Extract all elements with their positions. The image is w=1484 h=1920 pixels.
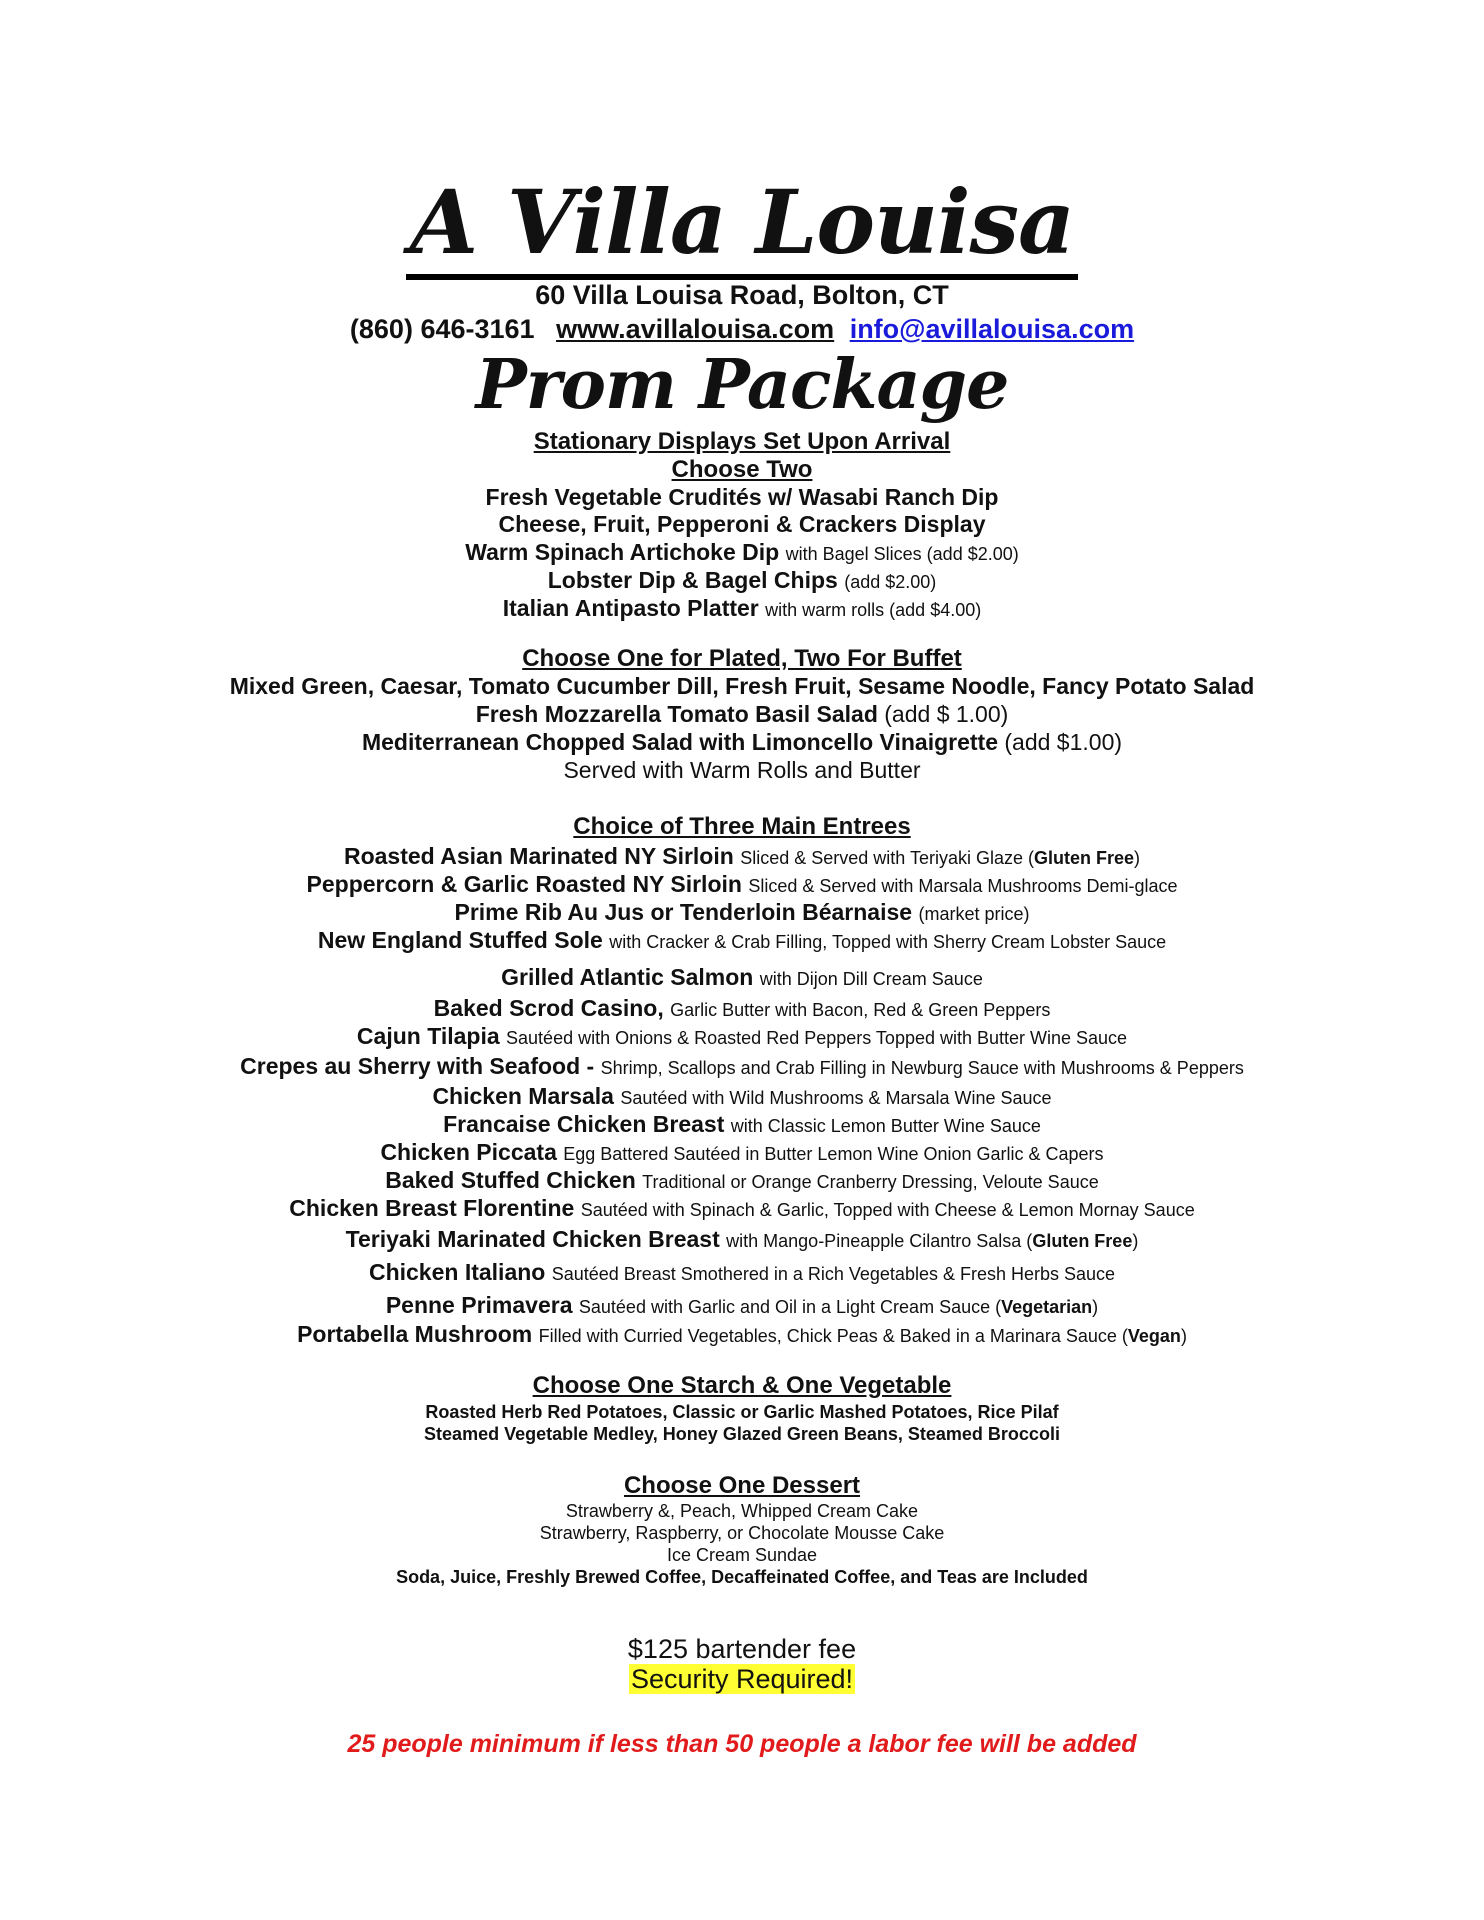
dessert-heading: Choose One Dessert bbox=[623, 1472, 861, 1499]
salad-served-note: Served with Warm Rolls and Butter bbox=[563, 757, 921, 783]
entree-item: Portabella Mushroom Filled with Curried Vegetables, Chick Peas & Baked in a Marinara Sauce (Vegan) bbox=[297, 1321, 1187, 1347]
stationary-item: Cheese, Fruit, Pepperoni & Crackers Display bbox=[498, 511, 986, 537]
entree-item: Baked Stuffed Chicken Traditional or Orange Cranberry Dressing, Veloute Sauce bbox=[385, 1167, 1099, 1193]
entree-item: Crepes au Sherry with Seafood - Shrimp, Scallops and Crab Filling in Newburg Sauce with Mushrooms & Peppers bbox=[240, 1053, 1244, 1079]
stationary-heading: Stationary Displays Set Upon Arrival bbox=[533, 428, 951, 455]
entree-item: Cajun Tilapia Sautéed with Onions & Roasted Red Peppers Topped with Butter Wine Sauce bbox=[356, 1023, 1128, 1049]
sides-vegetables: Steamed Vegetable Medley, Honey Glazed Green Beans, Steamed Broccoli bbox=[424, 1424, 1060, 1444]
stationary-item: Warm Spinach Artichoke Dip with Bagel Slices (add $2.00) bbox=[465, 539, 1019, 565]
email-link[interactable]: info@avillalouisa.com bbox=[849, 314, 1135, 344]
dessert-option: Ice Cream Sundae bbox=[666, 1545, 818, 1565]
entree-item: Grilled Atlantic Salmon with Dijon Dill Cream Sauce bbox=[501, 964, 983, 990]
sides-starches: Roasted Herb Red Potatoes, Classic or Garlic Mashed Potatoes, Rice Pilaf bbox=[425, 1402, 1059, 1422]
entree-item: Roasted Asian Marinated NY Sirloin Sliced & Served with Teriyaki Glaze (Gluten Free) bbox=[343, 843, 1141, 869]
entree-item: Francaise Chicken Breast with Classic Lemon Butter Wine Sauce bbox=[443, 1111, 1041, 1137]
entree-item: Teriyaki Marinated Chicken Breast with Mango-Pineapple Cilantro Salsa (Gluten Free) bbox=[345, 1226, 1139, 1252]
salad-premium-1: Fresh Mozzarella Tomato Basil Salad (add $ 1.00) bbox=[475, 701, 1009, 727]
stationary-item: Lobster Dip & Bagel Chips (add $2.00) bbox=[547, 567, 937, 593]
sides-heading: Choose One Starch & One Vegetable bbox=[532, 1372, 952, 1399]
entree-item: Penne Primavera Sautéed with Garlic and Oil in a Light Cream Sauce (Vegetarian) bbox=[385, 1292, 1099, 1318]
salad-premium-2: Mediterranean Chopped Salad with Limoncello Vinaigrette (add $1.00) bbox=[361, 729, 1123, 755]
website-link[interactable]: www.avillalouisa.com bbox=[556, 314, 835, 344]
stationary-item: Italian Antipasto Platter with warm rolls (add $4.00) bbox=[502, 595, 982, 621]
security-note: Security Required! bbox=[630, 1664, 854, 1694]
venue-title: A Villa Louisa bbox=[0, 172, 1484, 272]
entree-heading: Choice of Three Main Entrees bbox=[573, 813, 911, 840]
phone-number: (860) 646-3161 bbox=[349, 314, 535, 344]
entree-item: Chicken Breast Florentine Sautéed with Spinach & Garlic, Topped with Cheese & Lemon Mornay Sauce bbox=[289, 1195, 1195, 1221]
salad-options: Mixed Green, Caesar, Tomato Cucumber Dill, Fresh Fruit, Sesame Noodle, Fancy Potato Salad bbox=[229, 673, 1255, 699]
dessert-option: Strawberry &, Peach, Whipped Cream Cake bbox=[565, 1501, 919, 1521]
beverages-note: Soda, Juice, Freshly Brewed Coffee, Decaffeinated Coffee, and Teas are Included bbox=[396, 1567, 1088, 1587]
salad-heading: Choose One for Plated, Two For Buffet bbox=[522, 645, 962, 672]
entree-item: New England Stuffed Sole with Cracker & Crab Filling, Topped with Sherry Cream Lobster Sauce bbox=[317, 927, 1167, 953]
entree-item: Chicken Italiano Sautéed Breast Smothered in a Rich Vegetables & Fresh Herbs Sauce bbox=[368, 1259, 1116, 1285]
stationary-item: Fresh Vegetable Crudités w/ Wasabi Ranch Dip bbox=[485, 484, 999, 510]
package-title: Prom Package bbox=[475, 345, 1009, 425]
stationary-subheading: Choose Two bbox=[671, 456, 813, 483]
entree-item: Baked Scrod Casino, Garlic Butter with Bacon, Red & Green Peppers bbox=[433, 995, 1051, 1021]
entree-item: Peppercorn & Garlic Roasted NY Sirloin Sliced & Served with Marsala Mushrooms Demi-glace bbox=[306, 871, 1178, 897]
bartender-fee: $125 bartender fee bbox=[627, 1634, 857, 1664]
entree-item: Chicken Marsala Sautéed with Wild Mushrooms & Marsala Wine Sauce bbox=[432, 1083, 1052, 1109]
entree-item: Chicken Piccata Egg Battered Sautéed in Butter Lemon Wine Onion Garlic & Capers bbox=[380, 1139, 1104, 1165]
dessert-option: Strawberry, Raspberry, or Chocolate Mousse Cake bbox=[539, 1523, 945, 1543]
contact-line bbox=[0, 314, 1484, 345]
minimum-notice: 25 people minimum if less than 50 people a labor fee will be added bbox=[347, 1730, 1137, 1758]
venue-address: 60 Villa Louisa Road, Bolton, CT bbox=[535, 280, 949, 310]
entree-item: Prime Rib Au Jus or Tenderloin Béarnaise (market price) bbox=[454, 899, 1030, 925]
